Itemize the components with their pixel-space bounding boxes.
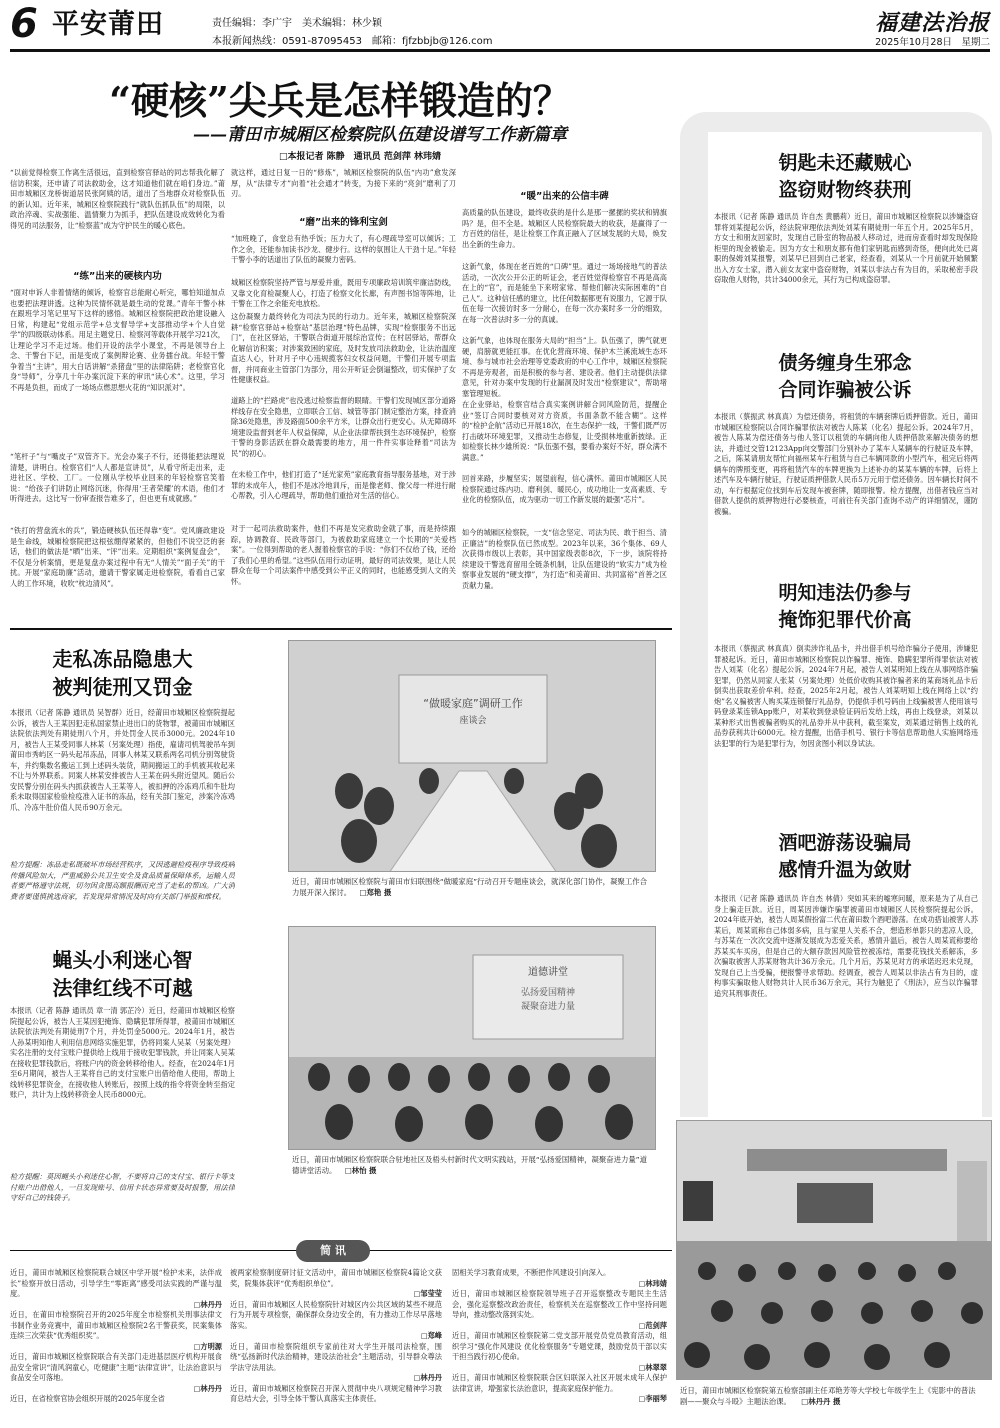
right-story1-title-line2: 盗窃财物终获刑 [778,179,912,201]
lead-byline: □本报记者 陈静 通讯员 范剑萍 林玮婧 [279,152,441,162]
lead-col3-p5: 回首来路，步履坚实；展望前程，信心满怀。莆田市城厢区人民检察院通过练内功、磨利剑、暖民心，成功地让一支高素质、专业化的检察队伍，成为驱动一切工作新发展的最强“芯片”。 [462,474,667,504]
right-story1-body: 本报讯（记者 陈静 通讯员 许自杰 黄鹏莉）近日，莆田市城厢区检察院以涉嫌盗窃罪将刘某提起公诉，经法院审理依法判处刘某有期徒刑一年五个月。2025年5月，方女士和朋友回家时，发现自己卧室的物品被人移动过，进而房查看时却发现保险柜里的现金被偷走。因为方女士和朋友都有他们家钥匙而感到奇怪，便向此处已离职的保姆刘某报警，刘某早已回到自己老家，经查看，刘某从一个月前就开始频繁出入方女士家，潜入前女友家中盗窃财物，刘某以非法占有为目的，采取秘密手段窃取他人财物，共计34000余元，其行为已构成盗窃罪。 [714,212,978,284]
masthead-logo: 福建法治报 [874,10,990,36]
classroom-caption-text: 近日，莆田市城厢区检察院第五检察部副主任邓艳芳等大学校七年级学生上《宪影中的普法剧——聚众与斗殴》主题法治课。 [680,1386,976,1406]
left-story2-title-line2: 法律红线不可越 [52,976,193,1000]
brief-credit: □郑峰 [420,1331,442,1340]
right-story3-title [708,580,982,634]
right-story3-title-line1: 明知违法仍参与 [778,582,912,604]
lecture-photo-caption [292,1154,654,1176]
lead-col2-subhead: “磨”出来的锋利宝剑 [299,217,388,228]
left-story1-title-line1: 走私冻品隐患大 [52,647,193,671]
classroom-photo-art [677,1121,992,1380]
brief-credit: □林丹丹 [193,1383,222,1393]
classroom-photo [676,1120,992,1380]
brief-item: 近日，莆田市城厢区人民检察院针对城区内公共区域的某些不规范行为开展专项检察，确保群众身边安全的，有力推动工作尽早落地落实。 [230,1299,442,1330]
right-story2-title-line2: 合同诈骗被公诉 [778,379,912,401]
brief-item: 近日，莆田市城厢区检察院召开深入贯彻中央八项规定精神学习教育总结大会，引导全体干警认真落实主体责任。 [230,1383,442,1403]
classroom-photo-caption [680,1385,980,1407]
brief-item: 近日，莆田市城厢区检察院第二党支部开展党员党员教育活动，组织学习“强化作风建设 优化检察服务”专题党课，鼓励党员干部以实干担当践行初心使命。 [452,1331,667,1361]
meeting-caption-credit: □郑艳 摄 [359,888,392,897]
right-story3-title-line2: 掩饰犯罪代价高 [778,609,912,631]
brief-item: 近日，莆田市城厢区检察院联合城区中学开展“检护未来，法伴成长”检察开放日活动，引导学生“零距离”感受司法实践的严谨与温度。 [10,1268,222,1298]
brief-credit: □林玮婧 [638,1278,667,1288]
lead-col2-p7: 对于一起司法救助案件，他们不再是发完救助金就了事，而是持续跟踪，协调教育、民政等部门，为被救助家庭建立一个长期的“关爱档案”。一位得到帮助的老人握着检察官的手说：“你们不仅给了钱，还给了我们心里的希望。”这些队伍用行动证明，最好的司法效果，是让人民群众在每一个司法案件中感受到公平正义的同时，也能感受到人文的关怀。 [231,524,456,586]
lead-headline: “硬核”尖兵是怎样锻造的？ [109,78,571,123]
meeting-photo-art [289,641,656,872]
right-story4-body: 本报讯（记者 陈静 通讯员 许自杰 林倩）突如其来的嘘寒问暖，原来是为了从自己身上骗走巨款。近日，周某因涉嫌诈骗罪被莆田市城厢区人民检察院提起公诉。2024年底开始，被告人周某假扮富二代在莆田数个酒吧游荡。在成功搭讪被害人苏某后，周某谎称自己体弱多病，且与家里人关系不合，想造形单影只的悲凉人设，与苏某在一次次交流中逐渐发展成为恋爱关系，感情升温后，被告人周某谎称要给苏某买车买房，但是自己的大额存款因风险管控被冻结，需要花钱找关系解冻，多次骗取被害人苏某财物共计36万余元。几个月后，苏某见对方的承诺迟迟未兑现，发现自己上当受骗，便报警寻求帮助。经调查，被告人周某以非法占有为目的，虚构事实骗取他人财物共计人民币36万余元，其行为触犯了《刑法》，应当以诈骗罪追究其刑事责任。 [714,894,978,998]
hotline-line: 本报新闻热线：0591-87095453 邮箱：fjfzbbjb@126.com [212,36,493,47]
left-story1-title [10,645,235,701]
brief-item: 近日，莆田市城厢区检察院联合区妇联深入社区开展未成年人保护法律宣讲，增强家长法治意识，提高家庭保护能力。 [452,1373,667,1393]
briefs-col3 [452,1268,667,1405]
left-story1-title-line2: 被判徒刑又罚金 [52,675,193,699]
lead-col3-p6: 如今的城厢区检察院，一支“信念坚定、司法为民、敢于担当、清正廉洁”的检察队伍已然成型。2023年以来，36个集体、69人次获得市级以上表彰，其中国家级表彰8次，下一步，该院将持续建设干警选育留用全链条机制，让队伍建设的“软实力”成为检察事业发展的“硬支撑”，为打造“和美莆田、共同富裕”首善之区贡献力量。 [462,528,667,590]
brief-item: 近日，莆田市城厢区检察院领导班子召开巡察整改专题民主生活会，强化巡察整改政治责任，检察机关在巡察整改工作中坚持问题导向，推动整改落到实处。 [452,1289,667,1319]
lead-col3-p1: 高质量的队伍建设，最终收获的是什么是那一摞摞的奖状和锦旗吗？是，但不全是。城厢区人民检察院最大的收获，是赢得了一方百姓的信任，是让检察工作真正融入了区域发展的大局，焕发出全新的生命力。 [462,208,667,249]
lead-col2-p2: “加班晚了，食堂总有热乎饭；压力大了，有心理疏导室可以倾诉；工作之余，还能参加读书沙龙、健步行。这样的氛围让人干劲十足。”年轻干警小李的话道出了队伍的凝聚力密码。 [231,234,456,264]
brief-item: 固相关学习教育成果，不断把作风建设引向深入。 [452,1268,611,1277]
meeting-caption-text: 近日，莆田市城厢区检察院与莆田市妇联围绕“做暖家庭”行动召开专题座谈会，就深化部门协作，凝聚工作合力展开深入探讨。 [292,877,648,897]
lead-col2-p6: 在未检工作中，他们打造了“延光家苑”家庭教育指导服务基地，对于涉罪的未成年人，他们不是冰冷地训斥，而是像老师、像父母一样进行耐心帮教，引入心理疏导，帮助他们重拾对生活的信心。 [231,470,456,500]
meeting-photo-caption [292,876,654,898]
right-story4-title-line1: 酒吧游荡设骗局 [778,832,912,854]
right-story2-body: 本报讯（蔡振武 林真真）为偿还债务，将租赁的车辆套牌后质押借款。近日，莆田市城厢区检察院以合同诈骗罪依法对被告人陈某（化名）提起公诉。2024年7月，被告人陈某为偿还债务与他人签订以租赁的车辆向他人质押借款来解决债务的想法，并通过交管12123App向交警部门分别补办了某车人某辆车的行驶证及车牌，之后，陈某请朋友帮忙向福州某车行租赁与自己车辆同款的小型汽车，租完后将两辆车的牌照变更，再将租赁汽车的车牌更换为上述补办的某某车辆的车牌，后将上述汽车及车辆行驶证，行驶证质押借款人民币5万元用于偿还债务。因车辆长时间不动，车行根据定位找到车后发现车被套牌，随即报警。检方提醒，出借者钱应当对借款人提供的质押物进行必要核查，可前往有关部门查询不动产的详细情况，谨防被骗。 [714,412,978,516]
brief-credit: □范剑萍 [638,1320,667,1330]
page-header [10,1,990,48]
lead-col3-p4: 在企业驿站，检察官结合真实案例讲解合同风险防范，提醒企业“签订合同时要核对对方资质，书面条款不能含糊”。这样的“检护企航”活动已开展18次，在生态保护一线，干警们既严厉打击破坏环境犯罪，又推动生态修复，让受损林地重新披绿。正如检察长林少雄所说：“队伍强不强，要看办案好不好，群众满不满意。” [462,400,667,462]
meeting-photo [288,640,656,872]
lecture-photo [288,926,656,1150]
classroom-caption-credit: □林丹丹 摄 [801,1397,841,1406]
lead-col2-p3: 城厢区检察院坚持严管与厚爱并重，既用专项廉政培训筑牢廉洁防线，又靠文化育检凝聚人心，打造了检察文化长廊，有声图书馆等阵地，让干警在工作之余能充电放松。 [231,278,456,308]
brief-item: 近日，在省检察官协会组织开展的2025年度全省 [10,1394,165,1403]
lead-subheadline: ——莆田市城厢区检察院队伍建设谱写工作新篇章 [193,125,567,145]
right-story3-body: 本报讯（蔡振武 林真真）倒卖涉诈礼品卡，并出借手机号给诈骗分子使用，涉嫌犯罪被起诉。近日，莆田市城厢区检察院以诈骗罪、掩饰、隐瞒犯罪所得罪依法对被告人刘某（化名）提起公诉。2024年7月起，被告人刘某明知上线在从事网络诈骗犯罪，仍然从同家人张某（另案处理）处低价收购其被诈骗者来的某商场礼品卡后倒卖出获取差价牟利。经查，2025年2月起，被告人刘某明知上线在网络上以“约炮”名义骗被害人购买某连锁餐厅礼品券，仍提供手机号码由上线骗被害人使用该号码登录某连锁App账户，对某收到登录验证码后发给上线，再由上线登录，刘某以某种形式出售被骗者购买的礼品券并从中获利，截至案发，刘某通过销售上线的礼品券获利共计6000元。检方提醒，出借手机号、银行卡等信息帮助他人实施网络违法犯罪的行为是犯罪行为，勿因贪图小利以身试法。 [714,644,978,748]
page-number: 6 [10,1,38,47]
left-story1-body: 本报讯（记者 陈静 通讯员 吴智群）近日，经莆田市城厢区检察院提起公诉，被告人王某因犯走私国家禁止进出口的货物罪，被莆田市城厢区法院依法判处有期徒刑八个月，并处罚金人民币3000元。2024年10月，被告人王某受同事人林某（另案处理）指使，雇请司机驾驶吊车到莆田市秀屿区一码头起吊冻品，同事人林某又联系两名司机分别驾驶货车，并约集数名搬运工到上述码头装货，期间搬运工的手机被其收起来不让与外界联系。同案人林某安排被告人王某在码头附近望风。随后公安民警分别在码头内抓获被告人王某等人，被扣押的冷冻鸡爪和牛肚均系未取得国家检验检疫准入证书的冻品，经有关部门鉴定，涉案冷冻鸡爪、冷冻牛肚价值人民币90万余元。 [10,708,235,812]
lead-bottom-rule [10,628,672,630]
lead-col2-p4: 这份凝聚力最终转化为司法为民的行动力。近年来，城厢区检察院深耕“检察官驿站+检察站”基层治理“特色品牌，实现“检察服务不出远门”，在社区驿站，干警联合街道开展综治宣传；在村居驿站，帮群众化解信访积案；对涉案致困的家庭，及时发放司法救助金，让法治温度直达人心，针对月子中心违规揽客妇女权益问题，干警们开展专项监督，并同商业主管部门为部分，用公开听证会倒逼整改，切实保护了女性健康权益。 [231,312,456,384]
brief-credit: □李丽琴 [638,1394,667,1403]
brief-credit: □林翠翠 [638,1362,667,1372]
lecture-screen-line1: 道德讲堂 [528,967,568,978]
lecture-screen-line3: 凝聚奋进力量 [520,1002,576,1012]
brief-item: 近日，在莆田市检察院召开的2025年度全市检察机关刑事法律文书制作业务竞赛中，莆田市城厢区检察院2名干警获奖，民案集体连续三次荣获“优秀组织奖”。 [10,1310,222,1340]
lead-col2-p1: 就这样，通过日复一日的“修炼”，城厢区检察院的队伍“内功”愈发深厚，从“法律专才”向着“社会通才”转变，为接下来的“亮剑”磨利了刀刃。 [231,168,456,198]
right-story4-title-line2: 感情升温为敛财 [778,859,912,881]
brief-credit: □林丹丹 [413,1373,442,1382]
briefs-col2 [230,1268,442,1405]
lead-col3-p3: 这新气象，也体现在服务大局的“担当”上。队伍强了，脾气就更硬，肩膀就更能扛事。在优化营商环境、保护木兰溪流域生态环境、参与城市社会治理等党委政府的中心工作中，城厢区检察院不再是旁观者，而是积极的参与者、建设者。他们主动提供法律意见，针对办案中发现的行业漏洞及时发出“检察建议”，帮助堵塞管理短板。 [462,336,667,398]
lead-col1-subhead: “练”出来的硬核内功 [73,271,162,282]
brief-credit: □邹莹莹 [413,1289,442,1298]
left-story2-tip: 检方提醒：莫因蝇头小利迷住心智，不要将自己的支付宝、银行卡等支付账户出借他人，一旦发现账号、信用卡状态异常要及时报警，用法律守好自己的钱袋子。 [10,1172,235,1202]
lead-col1-p1: “以前觉得检察工作离生活很远，直到检察官驿站的同志帮我化解了信访积案，还申请了司法救助金，这才知道他们就在咱们身边。”莆田市城厢区龙桥街道居民张阿姨的话，道出了当地群众对检察队伍的新认知。近年来，城厢区检察院践行“就队伍抓队伍”的局限，以政治淬魂、实战强能、温情聚力为抓手，把队伍建设成效转化为看得见的司法服务，让“检察蓝”成为守护民生的暖心底色。 [10,168,225,230]
brief-credit: □林丹丹 [193,1299,222,1309]
lead-col1-p2: “面对申诉人非着情绪的倾诉，检察官总能耐心听完，哪怕知道加点也要把法理讲透。这种为民情怀就是最生动的党课。”青年干警小林在跟班学习笔记里写下这样的感悟。城厢区检察院把政治建设融入日常，构建起“党组示范学+总支督导学+支部推动学+个人自觉学”的四级联动体系。用足主题党日、检察河等载体开展学习21次，让理论学习不走过场。他们开设的法学小课堂，不再是领导台上念、干警台下记，而是变成了案例辩论赛、业务擂台战。年轻干警争着当“主讲”，用大白话讲解“杀猪盘”里的法律陷阱；老检察官化身“导师”，分享几十年办案沉淀下来的审讯“读心术”。这里，学习不再是负担，而成了一场场点燃思想火花的“知识派对”。 [10,288,225,392]
lead-col1-p3: “笔杆子”与“嘴皮子”双管齐下。光会办案子不行，还得能把法理说清楚，讲明白。检察官们“人人都是宣讲员”，从看守所走出来，走进社区、学校、工厂。一位刚从学校毕业回来的年轻检察官笑着说：“给孩子们讲防止网络沉迷，你得用‘王者荣耀’的术语，他们才听得进去。这比写一份审查报告难多了，但也更有成就感。” [10,452,225,503]
left-story2-title-line1: 蝇头小利迷心智 [52,948,193,972]
issue-date: 2025年10月28日 星期二 [875,37,990,48]
left-story2-title [10,946,235,1002]
lead-col3-p2: 这新气象，体现在老百姓的“口碑”里。通过一场场接地气的普法活动，一次次公开公正的听证会，老百姓觉得检察官不再是高高在上的“官”，而是能坐下来唠家常、帮他们解决实际困难的“自己人”。这种信任感的建立，比任何数据都更有说服力，它源于队伍在每一次接访时多一分耐心，在每一次办案时多一分的细致，在每一次普法时多一分的真诚。 [462,262,667,324]
lead-col3-subhead: “暖”出来的公信丰碑 [520,191,609,202]
brief-item: 被两家检察制度研讨征文活动中，莆田市城厢区检察院4篇论文获奖，院集体获评“优秀组织单位”。 [230,1268,442,1288]
lecture-caption-text: 近日，莆田市城厢区检察院联合驻地社区及梧头村新时代文明实践站，开展“弘扬爱国精神，凝聚奋进力量”道德讲堂活动。 [292,1155,648,1175]
meeting-screen-line1: “做暖家庭”调研工作 [423,697,523,710]
brief-credit: □方明源 [193,1341,222,1351]
left-story1-tip: 检方提醒：冻品走私既破坏市场经营秩序，又因逃避检疫程序导致疫病传播风险加大，严重威胁公共卫生安全及食品质量保障体系，运输人员者要严格遵守法规，切勿因贪图高额报酬而充当了走私的帮凶。广大消费者要谨慎挑选商家，若发现异常情况及时向有关部门举报和维权。 [10,860,235,901]
brief-item: 近日，莆田市城厢区检察院联合有关部门走进基层医疗机构开展食品安全常识“清风润童心，吃健康”主题“法律宣讲”，让法治意识与食品安全可落地。 [10,1352,222,1382]
meeting-screen-line2: 座谈会 [459,716,487,726]
brief-item: 近日，莆田市检察院组织专家前往对大学生开展司法检察，围绕“弘扬新时代法治精神，建设法治社会”主题活动，引导群众尊法学法守法用法。 [230,1341,442,1372]
lead-col1-p4: “铁打的营盘流水的兵”，锻造硬核队伍还得靠“变”。党风廉政建设是生命线，城厢检察院把这根弦绷得紧紧的，但他们不说空泛的套话，他们的做法是“晒”出来、“评”出来。定期组织“案例复盘会”，不仅是分析案情，更是复盘办案过程中有无“人情关”“面子关”的干扰。开展“家庭助廉”活动，邀请干警家属走进检察院，看看自己家人的工作环境，收吹“枕边清风”。 [10,526,225,588]
right-story4-title [708,830,982,884]
right-story1-title [708,150,982,204]
right-story2-title-line1: 债务缠身生邪念 [778,352,912,374]
lecture-screen-line2: 弘扬爱国精神 [520,988,576,998]
briefs-col1 [10,1268,222,1405]
section-name: 平安莆田 [52,9,164,40]
right-story2-title [708,350,982,404]
left-story2-body: 本报讯（记者 陈静 通讯员 章一清 郭芷冷）近日，经莆田市城厢区检察院提起公诉，被告人王某因犯掩饰、隐瞒犯罪所得罪，被莆田市城厢区法院依法判处有期徒刑7个月，并处罚金5000元。2024年1月，被告人孙某明知他人利用信息网络实施犯罪，仍将同案人吴某（另案处理）实名注册的支付宝账户提供给上线用于接收犯罪钱款，并让同案人吴某在接收犯罪钱款后，将账户内的资金转移给他人。经查，在2024年1月至6月期间，被告人王某将自己的支付宝账户出借给他人使用，帮助上线转移犯罪资金，在接收他人转账后，按照上线的指令将资金转至指定账户，共计为上线转移资金人民币8000元。 [10,1006,235,1099]
lead-col2-p5: 道路上的“拦路虎”也没逃过检察监督的眼睛。干警们发现城区部分道路样线存在安全隐患，立即联合工信、城管等部门制定整治方案，排查消除36处隐患，涉及路面500余平方米，让群众出行更安心。从无障碍环境建设监督到老年人权益保障，从企业法律帮扶到生态环境保护，检察干警的身影活跃在群众最需要的地方，用一件件实事诠释着“司法为民”的初心。 [231,396,456,458]
header-rule [10,49,990,52]
lecture-caption-credit: □林怡 摄 [344,1166,377,1175]
right-story1-title-line1: 钥匙未还藏贼心 [778,152,912,174]
briefs-title: 简 讯 [320,1244,346,1257]
editors-line: 责任编辑：李广宇 美术编辑：林少颖 [212,18,382,29]
lecture-photo-art [289,927,656,1150]
